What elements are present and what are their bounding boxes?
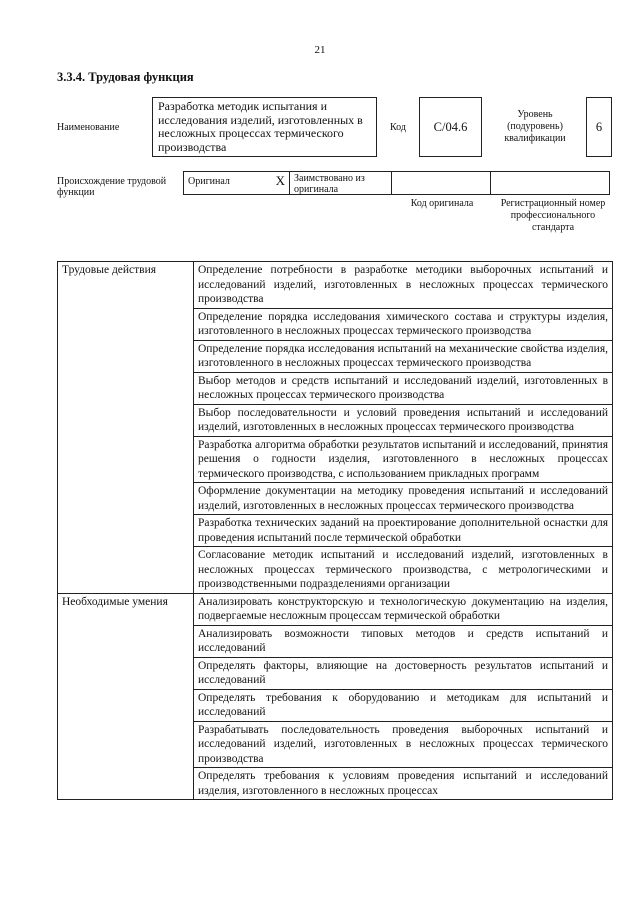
- borrowed-cell: [289, 171, 392, 195]
- table-item: Согласование методик испытаний и исследований изделий, изготовленных в несложных процессах термического производства, с метрологическими и производственными подразделениями организации: [194, 547, 613, 594]
- level-label: Уровень (подуровень) квалификации: [504, 109, 566, 144]
- section-title-cell: Трудовые действия: [58, 262, 194, 594]
- section-title-cell: Необходимые умения: [58, 593, 194, 800]
- code-value: C/04.6: [433, 119, 468, 134]
- name-value-box: [152, 97, 377, 157]
- table-item: Оформление документации на методику проведения испытаний и исследований изделий, изготовленных в несложных процессах термического производства: [194, 483, 613, 515]
- level-value: 6: [595, 119, 603, 134]
- borrowed-label: Заимствовано из оригинала: [294, 173, 365, 195]
- table-row: [58, 593, 613, 625]
- table-row: [58, 262, 613, 309]
- code-original-cell: [391, 171, 491, 195]
- level-value-box: [586, 97, 612, 157]
- table-item: Определение порядка исследования испытаний на механические свойства изделия, изготовленного в несложных процессах термического производства: [194, 340, 613, 372]
- table-item: Определение потребности в разработке методики выборочных испытаний и исследований изделий, изготовленных в несложных процессах термического производства: [194, 262, 613, 309]
- page-number: 21: [314, 44, 326, 56]
- function-table: [57, 261, 613, 800]
- reg-number-cell: [490, 171, 610, 195]
- name-value: Разработка методик испытания и исследования изделий, изготовленных в несложных процессах термического производства: [158, 99, 363, 154]
- table-item: Определять требования к условиям проведения испытаний и исследований изделия, изготовленного в несложных процессах: [194, 768, 613, 800]
- table-item: Анализировать конструкторскую и технологическую документацию на изделия, подвергаемые несложным процессам термической обработки: [194, 593, 613, 625]
- table-item: Определять требования к оборудованию и методикам для испытаний и исследований: [194, 689, 613, 721]
- original-mark: X: [275, 173, 285, 188]
- code-value-box: [419, 97, 482, 157]
- table-item: Разрабатывать последовательность проведения выборочных испытаний и исследований изделий, изготовленных в несложных процессах термического производства: [194, 721, 613, 768]
- original-label: Оригинал: [188, 176, 230, 187]
- original-cell: [183, 171, 290, 195]
- table-item: Разработка технических заданий на проектирование дополнительной оснастки для проведения испытаний после термической обработки: [194, 515, 613, 547]
- name-label: Наименование: [57, 122, 120, 133]
- table-item: Определение порядка исследования химического состава и структуры изделия, изготовленного в несложных процессах термического производства: [194, 308, 613, 340]
- reg-number-caption: Регистрационный номер профессионального стандарта: [500, 198, 606, 233]
- origin-label: Происхождение трудовой функции: [57, 176, 167, 198]
- code-original-caption: Код оригинала: [410, 198, 474, 209]
- section-title: 3.3.4. Трудовая функция: [57, 70, 194, 84]
- table-item: Выбор методов и средств испытаний и исследований изделий, изготовленных в несложных процессах термического производства: [194, 372, 613, 404]
- table-item: Анализировать возможности типовых методов и средств испытаний и исследований: [194, 625, 613, 657]
- table-item: Выбор последовательности и условий проведения испытаний и исследований изделий, изготовленных в несложных процессах термического производства: [194, 404, 613, 436]
- code-label: Код: [390, 122, 406, 133]
- origin-row: [184, 171, 612, 195]
- table-item: Разработка алгоритма обработки результатов испытаний и исследований, принятия решения о годности изделия, изготовленного в несложных процессах термического производства, с использованием прикладных программ: [194, 436, 613, 483]
- table-item: Определять факторы, влияющие на достоверность результатов испытаний и исследований: [194, 657, 613, 689]
